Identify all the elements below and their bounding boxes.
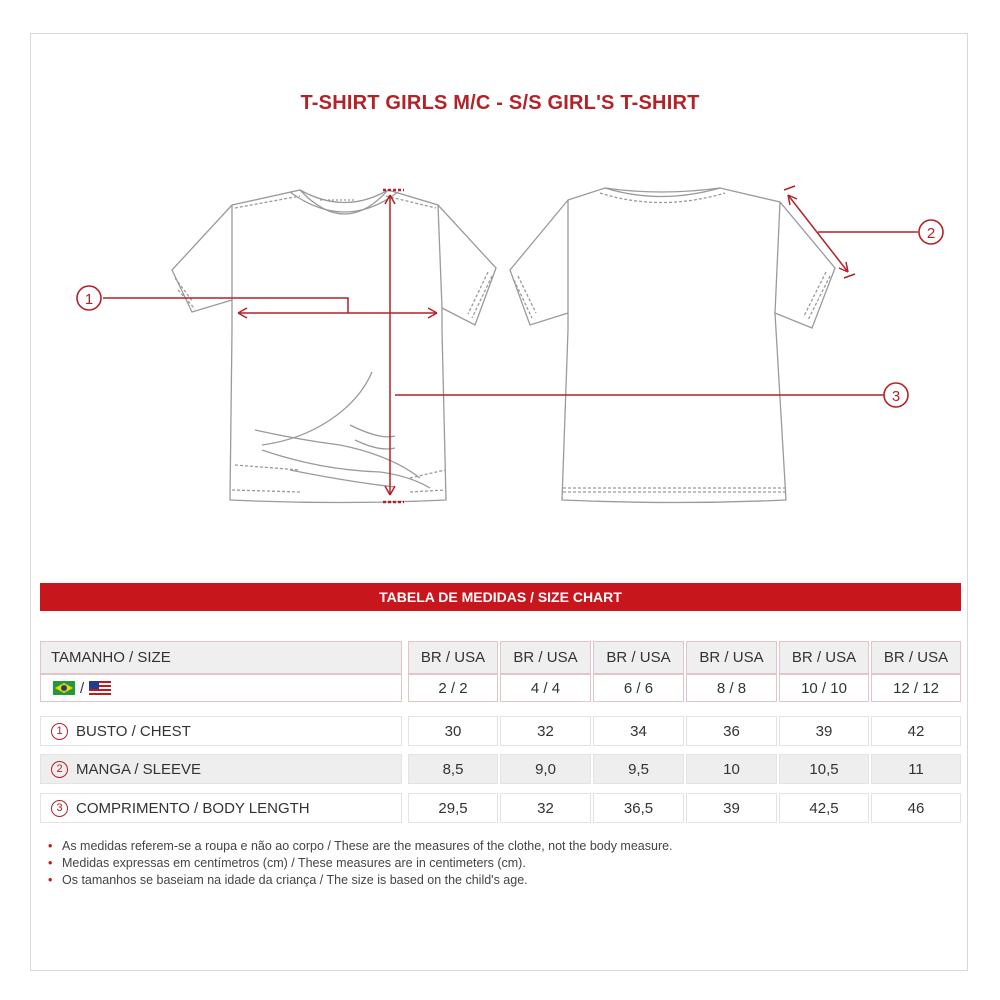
measure-value-cell: 32	[500, 716, 591, 746]
bullet-icon: •	[48, 839, 53, 853]
measure-value-cell: 11	[871, 754, 961, 784]
usa-flag-icon	[89, 681, 111, 695]
measure-value-cell: 9,0	[500, 754, 591, 784]
callout-1	[77, 286, 101, 310]
flag-separator: /	[80, 679, 85, 697]
flag-cell	[40, 674, 402, 702]
back-shirt-drawing	[510, 188, 835, 503]
measure-value-cell: 39	[686, 793, 777, 823]
page-title: T-SHIRT GIRLS M/C - S/S GIRL'S T-SHIRT	[300, 92, 700, 114]
tshirt-diagram	[0, 170, 1000, 520]
column-header-cell: BR / USA	[408, 641, 498, 674]
number-circle-icon: 2	[51, 761, 68, 778]
size-value-cell: 2 / 2	[408, 674, 498, 702]
size-value-cell: 12 / 12	[871, 674, 961, 702]
column-header-cell: BR / USA	[779, 641, 869, 674]
measure-value-cell: 36,5	[593, 793, 684, 823]
size-value-cell: 8 / 8	[686, 674, 777, 702]
notes-list	[48, 838, 673, 889]
measure-value-cell: 42	[871, 716, 961, 746]
measure-value-cell: 39	[779, 716, 869, 746]
measure-value-cell: 29,5	[408, 793, 498, 823]
measure-label-cell	[40, 793, 402, 823]
measure-value-cell: 46	[871, 793, 961, 823]
note-item: • Os tamanhos se baseiam na idade da criança / The size is based on the child's age.	[48, 873, 528, 887]
size-header-label: TAMANHO / SIZE	[51, 649, 171, 666]
measure-value-cell: 10,5	[779, 754, 869, 784]
size-chart-bar: TABELA DE MEDIDAS / SIZE CHART	[40, 583, 961, 611]
front-shirt-drawing	[172, 190, 496, 503]
size-value-cell: 10 / 10	[779, 674, 869, 702]
number-circle-icon: 1	[51, 723, 68, 740]
measure-value-cell: 10	[686, 754, 777, 784]
column-header-cell: BR / USA	[593, 641, 684, 674]
measure-value-cell: 34	[593, 716, 684, 746]
measure-value-cell: 8,5	[408, 754, 498, 784]
size-value-cell: 6 / 6	[593, 674, 684, 702]
measure-label: MANGA / SLEEVE	[76, 760, 202, 778]
callout-3-label: 3	[891, 388, 901, 405]
note-item: • As medidas referem-se a roupa e não ao corpo / These are the measures of the clothe, not the body measure.	[48, 839, 673, 853]
column-header-cell: BR / USA	[871, 641, 961, 674]
note-item: • Medidas expressas em centímetros (cm) / These measures are in centimeters (cm).	[48, 856, 526, 870]
size-header-cell	[40, 641, 402, 674]
measure-label: COMPRIMENTO / BODY LENGTH	[76, 799, 310, 817]
callout-2	[919, 220, 943, 244]
bullet-icon: •	[48, 873, 53, 887]
measure-value-cell: 42,5	[779, 793, 869, 823]
column-header-cell: BR / USA	[686, 641, 777, 674]
measure-label-cell	[40, 716, 402, 746]
bullet-icon: •	[48, 856, 53, 870]
brazil-flag-icon	[53, 681, 75, 695]
number-circle-icon: 3	[51, 800, 68, 817]
callout-1-label: 1	[84, 291, 94, 308]
size-value-cell: 4 / 4	[500, 674, 591, 702]
measure-value-cell: 9,5	[593, 754, 684, 784]
measure-label-cell	[40, 754, 402, 784]
measure-value-cell: 30	[408, 716, 498, 746]
measure-value-cell: 32	[500, 793, 591, 823]
callout-2-label: 2	[926, 225, 936, 242]
measure-label: BUSTO / CHEST	[76, 722, 191, 740]
column-header-cell: BR / USA	[500, 641, 591, 674]
callout-3	[884, 383, 908, 407]
measure-value-cell: 36	[686, 716, 777, 746]
